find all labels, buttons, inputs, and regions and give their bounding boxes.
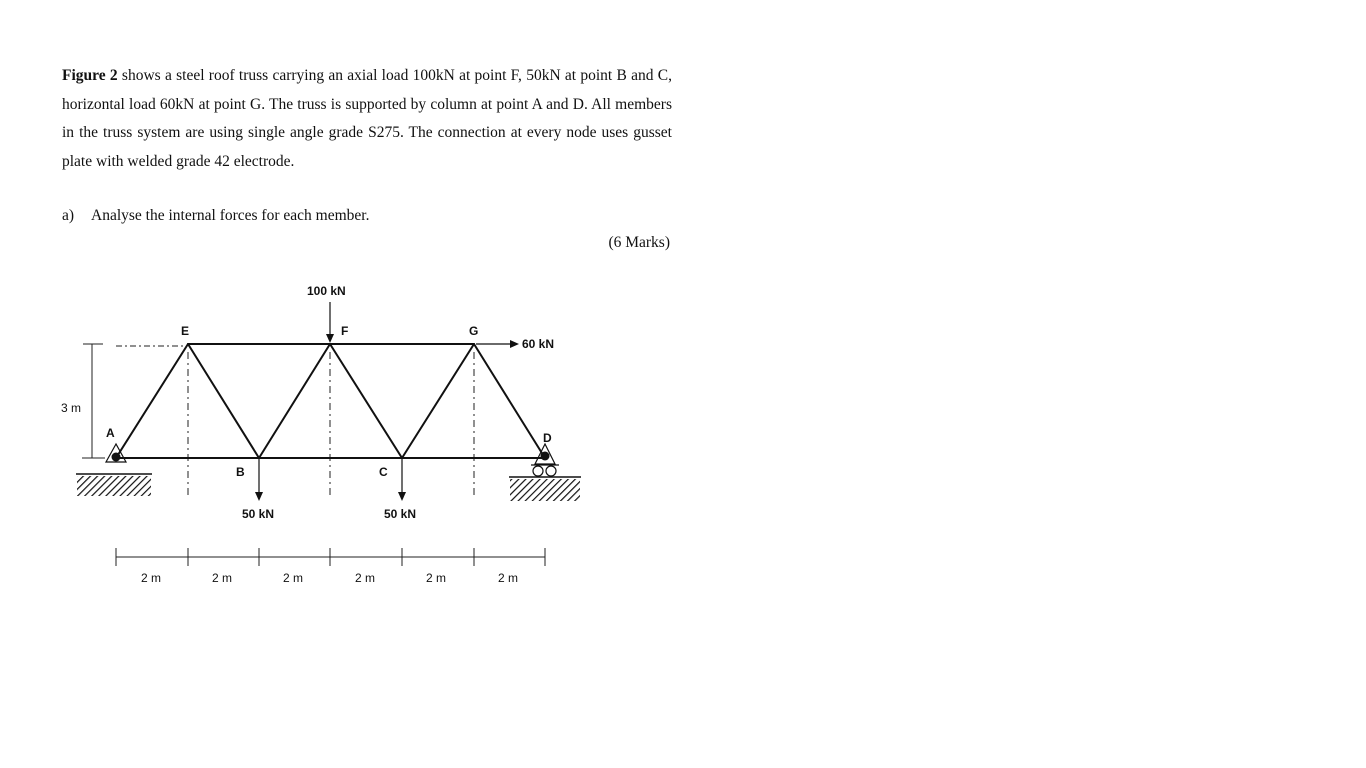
- member-EB: [188, 344, 259, 458]
- node-label-E: E: [181, 324, 190, 338]
- node-label-B: B: [236, 465, 245, 479]
- node-label-C: C: [379, 465, 388, 479]
- roller-support-D: [509, 444, 581, 501]
- marks-label: (6 Marks): [608, 234, 670, 251]
- spacing-label: 2 m: [426, 571, 447, 585]
- height-label: 3 m: [61, 401, 82, 415]
- spacing-label: 2 m: [283, 571, 304, 585]
- height-dimension: [82, 344, 105, 458]
- load-label-G: 60 kN: [522, 337, 555, 351]
- member-AE: [116, 344, 188, 458]
- figure-reference: Figure 2: [62, 67, 118, 84]
- load-label-F: 100 kN: [307, 284, 346, 298]
- load-arrow-C: [398, 459, 406, 501]
- question-text: Analyse the internal forces for each member.: [91, 207, 370, 224]
- reference-lines: [116, 346, 474, 498]
- node-label-D: D: [543, 431, 552, 445]
- load-arrow-F: [326, 302, 334, 343]
- load-arrow-G: [476, 340, 519, 348]
- spacing-dimension-line: [116, 548, 545, 566]
- question-label: a): [62, 207, 75, 224]
- spacing-label: 2 m: [498, 571, 519, 585]
- pin-support-A: [76, 444, 152, 496]
- member-BF: [259, 344, 330, 458]
- spacing-label: 2 m: [355, 571, 376, 585]
- node-label-G: G: [469, 324, 479, 338]
- node-label-A: A: [106, 426, 115, 440]
- member-FC: [330, 344, 402, 458]
- spacing-label: 2 m: [141, 571, 162, 585]
- member-GD: [474, 344, 545, 458]
- load-arrow-B: [255, 459, 263, 501]
- spacing-label: 2 m: [212, 571, 233, 585]
- node-label-F: F: [341, 324, 349, 338]
- load-label-B: 50 kN: [242, 507, 275, 521]
- load-label-C: 50 kN: [384, 507, 417, 521]
- member-CG: [402, 344, 474, 458]
- problem-text: shows a steel roof truss carrying an axial load 100kN at point F, 50kN at point B and C, horizontal load 60kN at point G. The truss is supported by column at point A and D. All members in the truss system are using single angle grade S275. The connection at every node uses gusset plate with welded grade 42 electrode.: [62, 67, 672, 170]
